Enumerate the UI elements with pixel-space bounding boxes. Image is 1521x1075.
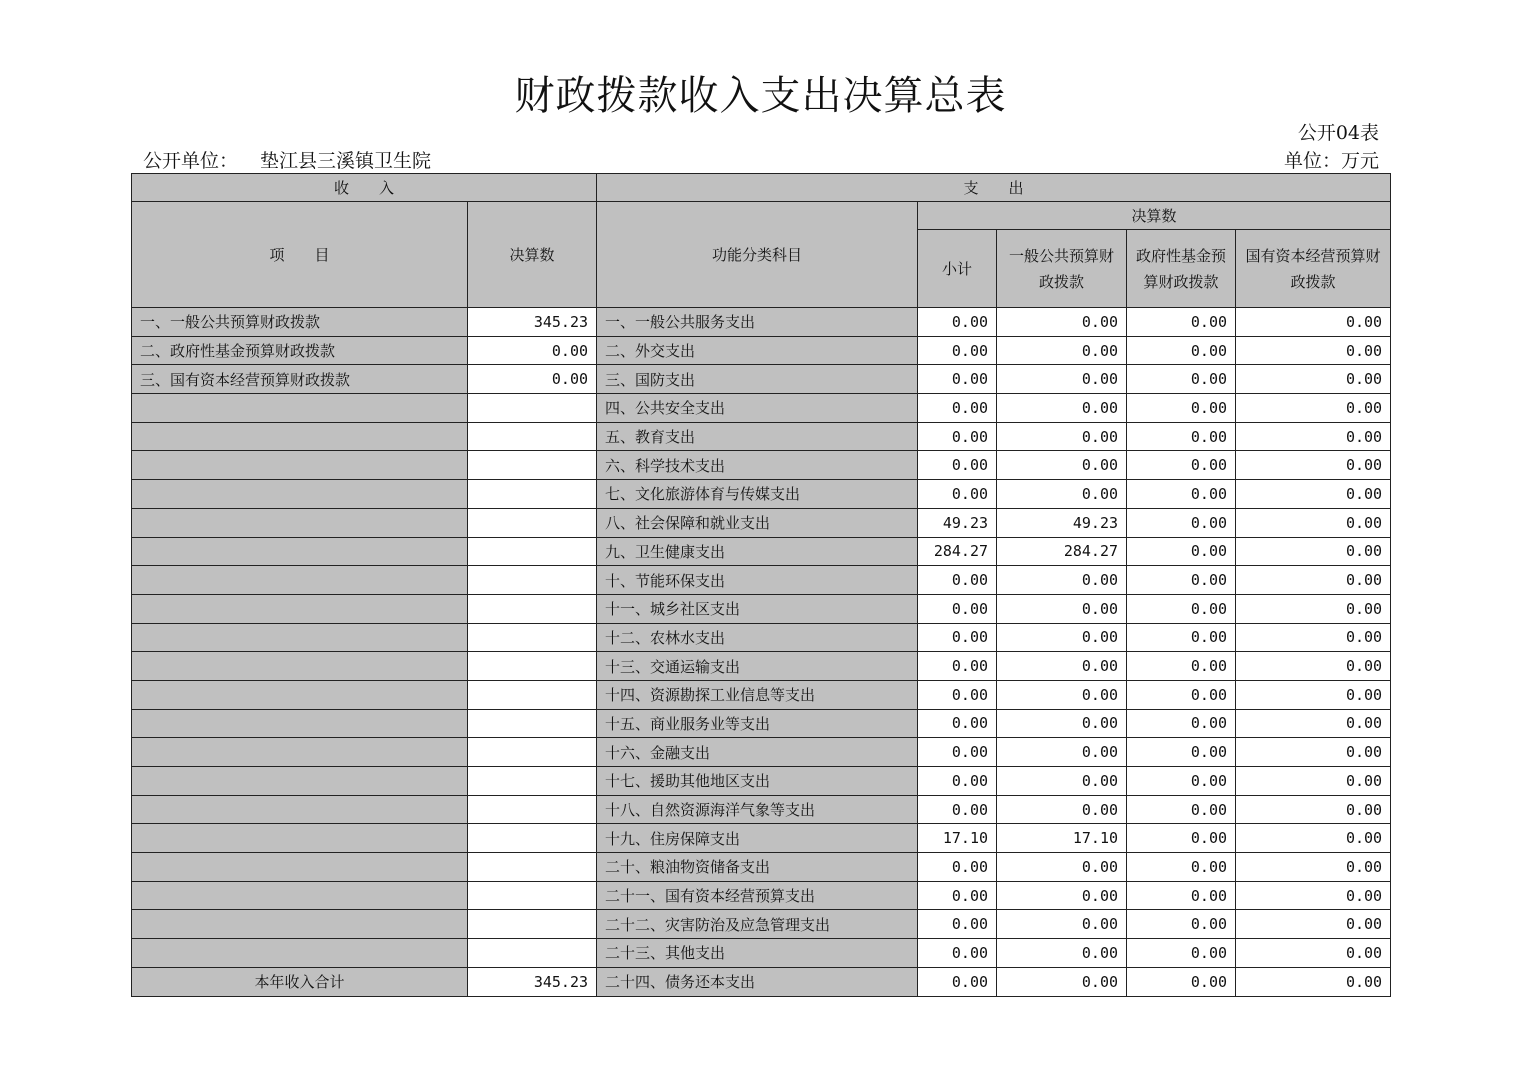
income-amount-cell: 0.00 xyxy=(468,336,597,365)
table-row xyxy=(132,824,1391,853)
income-amount-cell xyxy=(468,594,597,623)
general-budget-cell: 0.00 xyxy=(997,308,1127,337)
gov-fund-cell: 0.00 xyxy=(1127,623,1236,652)
subtotal-cell: 0.00 xyxy=(918,709,997,738)
table-row xyxy=(132,566,1391,595)
income-amount-cell: 345.23 xyxy=(468,967,597,996)
gov-fund-cell: 0.00 xyxy=(1127,336,1236,365)
gov-fund-cell: 0.00 xyxy=(1127,709,1236,738)
table-row xyxy=(132,680,1391,709)
expense-item-cell: 五、教育支出 xyxy=(597,422,918,451)
gov-fund-cell: 0.00 xyxy=(1127,795,1236,824)
expense-item-cell: 八、社会保障和就业支出 xyxy=(597,508,918,537)
expense-item-cell: 十三、交通运输支出 xyxy=(597,652,918,681)
income-item-cell xyxy=(132,795,468,824)
expense-item-cell: 十七、援助其他地区支出 xyxy=(597,767,918,796)
general-budget-cell: 284.27 xyxy=(997,537,1127,566)
general-budget-cell: 0.00 xyxy=(997,623,1127,652)
gov-fund-cell: 0.00 xyxy=(1127,566,1236,595)
item-column-header: 项 目 xyxy=(132,202,468,308)
state-capital-cell: 0.00 xyxy=(1236,594,1391,623)
income-item-cell xyxy=(132,767,468,796)
income-item-cell xyxy=(132,623,468,652)
income-item-cell xyxy=(132,709,468,738)
form-number: 公开04表 xyxy=(1297,122,1379,144)
table-row xyxy=(132,767,1391,796)
table-row xyxy=(132,967,1391,996)
state-capital-cell: 0.00 xyxy=(1236,709,1391,738)
income-item-cell xyxy=(132,594,468,623)
expense-item-cell: 十、节能环保支出 xyxy=(597,566,918,595)
expense-item-cell: 十五、商业服务业等支出 xyxy=(597,709,918,738)
subtotal-cell: 0.00 xyxy=(918,795,997,824)
income-item-cell xyxy=(132,824,468,853)
expense-item-cell: 二十二、灾害防治及应急管理支出 xyxy=(597,910,918,939)
state-capital-cell: 0.00 xyxy=(1236,480,1391,509)
subtotal-cell: 0.00 xyxy=(918,738,997,767)
general-budget-cell: 0.00 xyxy=(997,594,1127,623)
general-budget-cell: 0.00 xyxy=(997,767,1127,796)
table-row xyxy=(132,623,1391,652)
expense-item-cell: 三、国防支出 xyxy=(597,365,918,394)
subtotal-cell: 0.00 xyxy=(918,853,997,882)
general-budget-column-header: 一般公共预算财政拨款 xyxy=(997,230,1127,308)
expense-item-cell: 九、卫生健康支出 xyxy=(597,537,918,566)
expense-item-cell: 二十一、国有资本经营预算支出 xyxy=(597,881,918,910)
general-budget-cell: 0.00 xyxy=(997,451,1127,480)
income-item-cell xyxy=(132,939,468,968)
expense-item-cell: 十一、城乡社区支出 xyxy=(597,594,918,623)
gov-fund-cell: 0.00 xyxy=(1127,767,1236,796)
income-item-cell: 本年收入合计 xyxy=(132,967,468,996)
subtotal-cell: 49.23 xyxy=(918,508,997,537)
general-budget-cell: 0.00 xyxy=(997,566,1127,595)
general-budget-cell: 0.00 xyxy=(997,795,1127,824)
income-item-cell xyxy=(132,738,468,767)
income-amount-cell xyxy=(468,939,597,968)
state-capital-cell: 0.00 xyxy=(1236,767,1391,796)
income-item-cell xyxy=(132,566,468,595)
income-amount-cell xyxy=(468,910,597,939)
publishing-unit-name: 垫江县三溪镇卫生院 xyxy=(260,150,432,172)
income-amount-cell xyxy=(468,652,597,681)
income-item-cell xyxy=(132,910,468,939)
income-item-cell xyxy=(132,394,468,423)
subtotal-cell: 0.00 xyxy=(918,652,997,681)
income-amount-cell xyxy=(468,508,597,537)
subtotal-cell: 0.00 xyxy=(918,365,997,394)
income-amount-cell xyxy=(468,824,597,853)
subtotal-cell: 0.00 xyxy=(918,594,997,623)
income-amount-cell xyxy=(468,623,597,652)
gov-fund-cell: 0.00 xyxy=(1127,738,1236,767)
gov-fund-cell: 0.00 xyxy=(1127,451,1236,480)
expense-item-cell: 二、外交支出 xyxy=(597,336,918,365)
expense-item-cell: 七、文化旅游体育与传媒支出 xyxy=(597,480,918,509)
subtotal-cell: 0.00 xyxy=(918,394,997,423)
general-budget-cell: 0.00 xyxy=(997,910,1127,939)
state-capital-cell: 0.00 xyxy=(1236,308,1391,337)
income-item-cell xyxy=(132,480,468,509)
subtotal-cell: 0.00 xyxy=(918,939,997,968)
expense-item-cell: 十九、住房保障支出 xyxy=(597,824,918,853)
general-budget-cell: 0.00 xyxy=(997,939,1127,968)
subtotal-cell: 0.00 xyxy=(918,910,997,939)
gov-fund-cell: 0.00 xyxy=(1127,824,1236,853)
state-capital-cell: 0.00 xyxy=(1236,623,1391,652)
income-amount-cell xyxy=(468,394,597,423)
state-capital-cell: 0.00 xyxy=(1236,795,1391,824)
table-row xyxy=(132,365,1391,394)
publishing-unit-label: 公开单位： xyxy=(143,150,239,172)
income-amount-cell xyxy=(468,767,597,796)
gov-fund-cell: 0.00 xyxy=(1127,939,1236,968)
gov-fund-cell: 0.00 xyxy=(1127,508,1236,537)
table-row xyxy=(132,738,1391,767)
state-capital-cell: 0.00 xyxy=(1236,566,1391,595)
state-capital-cell: 0.00 xyxy=(1236,422,1391,451)
general-budget-cell: 17.10 xyxy=(997,824,1127,853)
publishing-unit xyxy=(143,146,431,173)
general-budget-cell: 0.00 xyxy=(997,422,1127,451)
gov-fund-cell: 0.00 xyxy=(1127,308,1236,337)
state-capital-cell: 0.00 xyxy=(1236,881,1391,910)
table-row xyxy=(132,853,1391,882)
general-budget-cell: 0.00 xyxy=(997,680,1127,709)
subtotal-cell: 0.00 xyxy=(918,881,997,910)
table-row xyxy=(132,308,1391,337)
gov-fund-cell: 0.00 xyxy=(1127,652,1236,681)
gov-fund-cell: 0.00 xyxy=(1127,853,1236,882)
state-capital-cell: 0.00 xyxy=(1236,680,1391,709)
expense-item-cell: 二十三、其他支出 xyxy=(597,939,918,968)
state-capital-cell: 0.00 xyxy=(1236,365,1391,394)
income-amount-column-header: 决算数 xyxy=(468,202,597,308)
state-capital-cell: 0.00 xyxy=(1236,853,1391,882)
income-amount-cell xyxy=(468,709,597,738)
expense-item-cell: 一、一般公共服务支出 xyxy=(597,308,918,337)
expense-item-cell: 四、公共安全支出 xyxy=(597,394,918,423)
gov-fund-cell: 0.00 xyxy=(1127,394,1236,423)
state-capital-cell: 0.00 xyxy=(1236,508,1391,537)
subtotal-cell: 0.00 xyxy=(918,566,997,595)
expense-item-cell: 十六、金融支出 xyxy=(597,738,918,767)
income-amount-cell xyxy=(468,451,597,480)
income-amount-cell xyxy=(468,566,597,595)
subtotal-cell: 0.00 xyxy=(918,336,997,365)
general-budget-cell: 0.00 xyxy=(997,853,1127,882)
expense-item-cell: 二十四、债务还本支出 xyxy=(597,967,918,996)
income-amount-cell: 345.23 xyxy=(468,308,597,337)
table-row xyxy=(132,594,1391,623)
subtotal-cell: 284.27 xyxy=(918,537,997,566)
state-capital-cell: 0.00 xyxy=(1236,451,1391,480)
income-item-cell xyxy=(132,537,468,566)
state-capital-cell: 0.00 xyxy=(1236,738,1391,767)
general-budget-cell: 0.00 xyxy=(997,394,1127,423)
table-row xyxy=(132,910,1391,939)
final-amount-group-header: 决算数 xyxy=(918,202,1391,230)
income-item-cell: 三、国有资本经营预算财政拨款 xyxy=(132,365,468,394)
table-row xyxy=(132,508,1391,537)
expense-item-cell: 十八、自然资源海洋气象等支出 xyxy=(597,795,918,824)
table-row xyxy=(132,537,1391,566)
table-row xyxy=(132,709,1391,738)
gov-fund-cell: 0.00 xyxy=(1127,910,1236,939)
state-capital-cell: 0.00 xyxy=(1236,652,1391,681)
gov-fund-cell: 0.00 xyxy=(1127,422,1236,451)
subtotal-cell: 0.00 xyxy=(918,480,997,509)
table-row xyxy=(132,881,1391,910)
gov-fund-cell: 0.00 xyxy=(1127,881,1236,910)
income-amount-cell xyxy=(468,537,597,566)
income-amount-cell xyxy=(468,795,597,824)
subtotal-cell: 17.10 xyxy=(918,824,997,853)
state-capital-cell: 0.00 xyxy=(1236,967,1391,996)
subtotal-cell: 0.00 xyxy=(918,680,997,709)
income-item-cell: 二、政府性基金预算财政拨款 xyxy=(132,336,468,365)
income-amount-cell xyxy=(468,738,597,767)
subtotal-cell: 0.00 xyxy=(918,623,997,652)
currency-unit: 单位：万元 xyxy=(1283,150,1379,172)
general-budget-cell: 0.00 xyxy=(997,480,1127,509)
income-item-cell xyxy=(132,881,468,910)
income-item-cell xyxy=(132,680,468,709)
subtotal-cell: 0.00 xyxy=(918,422,997,451)
subtotal-cell: 0.00 xyxy=(918,967,997,996)
budget-table xyxy=(131,173,1391,997)
gov-fund-cell: 0.00 xyxy=(1127,537,1236,566)
gov-fund-column-header: 政府性基金预算财政拨款 xyxy=(1127,230,1236,308)
expense-item-cell: 二十、粮油物资储备支出 xyxy=(597,853,918,882)
table-row xyxy=(132,451,1391,480)
gov-fund-cell: 0.00 xyxy=(1127,680,1236,709)
general-budget-cell: 0.00 xyxy=(997,967,1127,996)
income-item-cell xyxy=(132,853,468,882)
expense-item-cell: 十四、资源勘探工业信息等支出 xyxy=(597,680,918,709)
subtotal-column-header: 小计 xyxy=(918,230,997,308)
general-budget-cell: 0.00 xyxy=(997,881,1127,910)
table-row xyxy=(132,336,1391,365)
income-amount-cell xyxy=(468,680,597,709)
table-row xyxy=(132,480,1391,509)
income-amount-cell xyxy=(468,881,597,910)
subtotal-cell: 0.00 xyxy=(918,451,997,480)
income-amount-cell xyxy=(468,480,597,509)
general-budget-cell: 49.23 xyxy=(997,508,1127,537)
general-budget-cell: 0.00 xyxy=(997,709,1127,738)
income-item-cell: 一、一般公共预算财政拨款 xyxy=(132,308,468,337)
general-budget-cell: 0.00 xyxy=(997,652,1127,681)
state-capital-cell: 0.00 xyxy=(1236,394,1391,423)
income-item-cell xyxy=(132,652,468,681)
table-row xyxy=(132,795,1391,824)
page-title: 财政拨款收入支出决算总表 xyxy=(514,73,1007,119)
state-capital-cell: 0.00 xyxy=(1236,537,1391,566)
function-class-column-header: 功能分类科目 xyxy=(597,202,918,308)
state-capital-cell: 0.00 xyxy=(1236,824,1391,853)
income-item-cell xyxy=(132,451,468,480)
income-item-cell xyxy=(132,422,468,451)
income-section-header: 收 入 xyxy=(132,174,597,202)
gov-fund-cell: 0.00 xyxy=(1127,594,1236,623)
general-budget-cell: 0.00 xyxy=(997,738,1127,767)
expense-item-cell: 六、科学技术支出 xyxy=(597,451,918,480)
table-row xyxy=(132,652,1391,681)
expense-item-cell: 十二、农林水支出 xyxy=(597,623,918,652)
table-row xyxy=(132,394,1391,423)
subtotal-cell: 0.00 xyxy=(918,308,997,337)
income-item-cell xyxy=(132,508,468,537)
income-amount-cell: 0.00 xyxy=(468,365,597,394)
table-row xyxy=(132,939,1391,968)
gov-fund-cell: 0.00 xyxy=(1127,967,1236,996)
expense-section-header: 支 出 xyxy=(597,174,1391,202)
state-capital-cell: 0.00 xyxy=(1236,910,1391,939)
income-amount-cell xyxy=(468,853,597,882)
state-capital-column-header: 国有资本经营预算财政拨款 xyxy=(1236,230,1391,308)
table-row xyxy=(132,422,1391,451)
gov-fund-cell: 0.00 xyxy=(1127,365,1236,394)
state-capital-cell: 0.00 xyxy=(1236,939,1391,968)
general-budget-cell: 0.00 xyxy=(997,336,1127,365)
income-amount-cell xyxy=(468,422,597,451)
subtotal-cell: 0.00 xyxy=(918,767,997,796)
state-capital-cell: 0.00 xyxy=(1236,336,1391,365)
general-budget-cell: 0.00 xyxy=(997,365,1127,394)
gov-fund-cell: 0.00 xyxy=(1127,480,1236,509)
